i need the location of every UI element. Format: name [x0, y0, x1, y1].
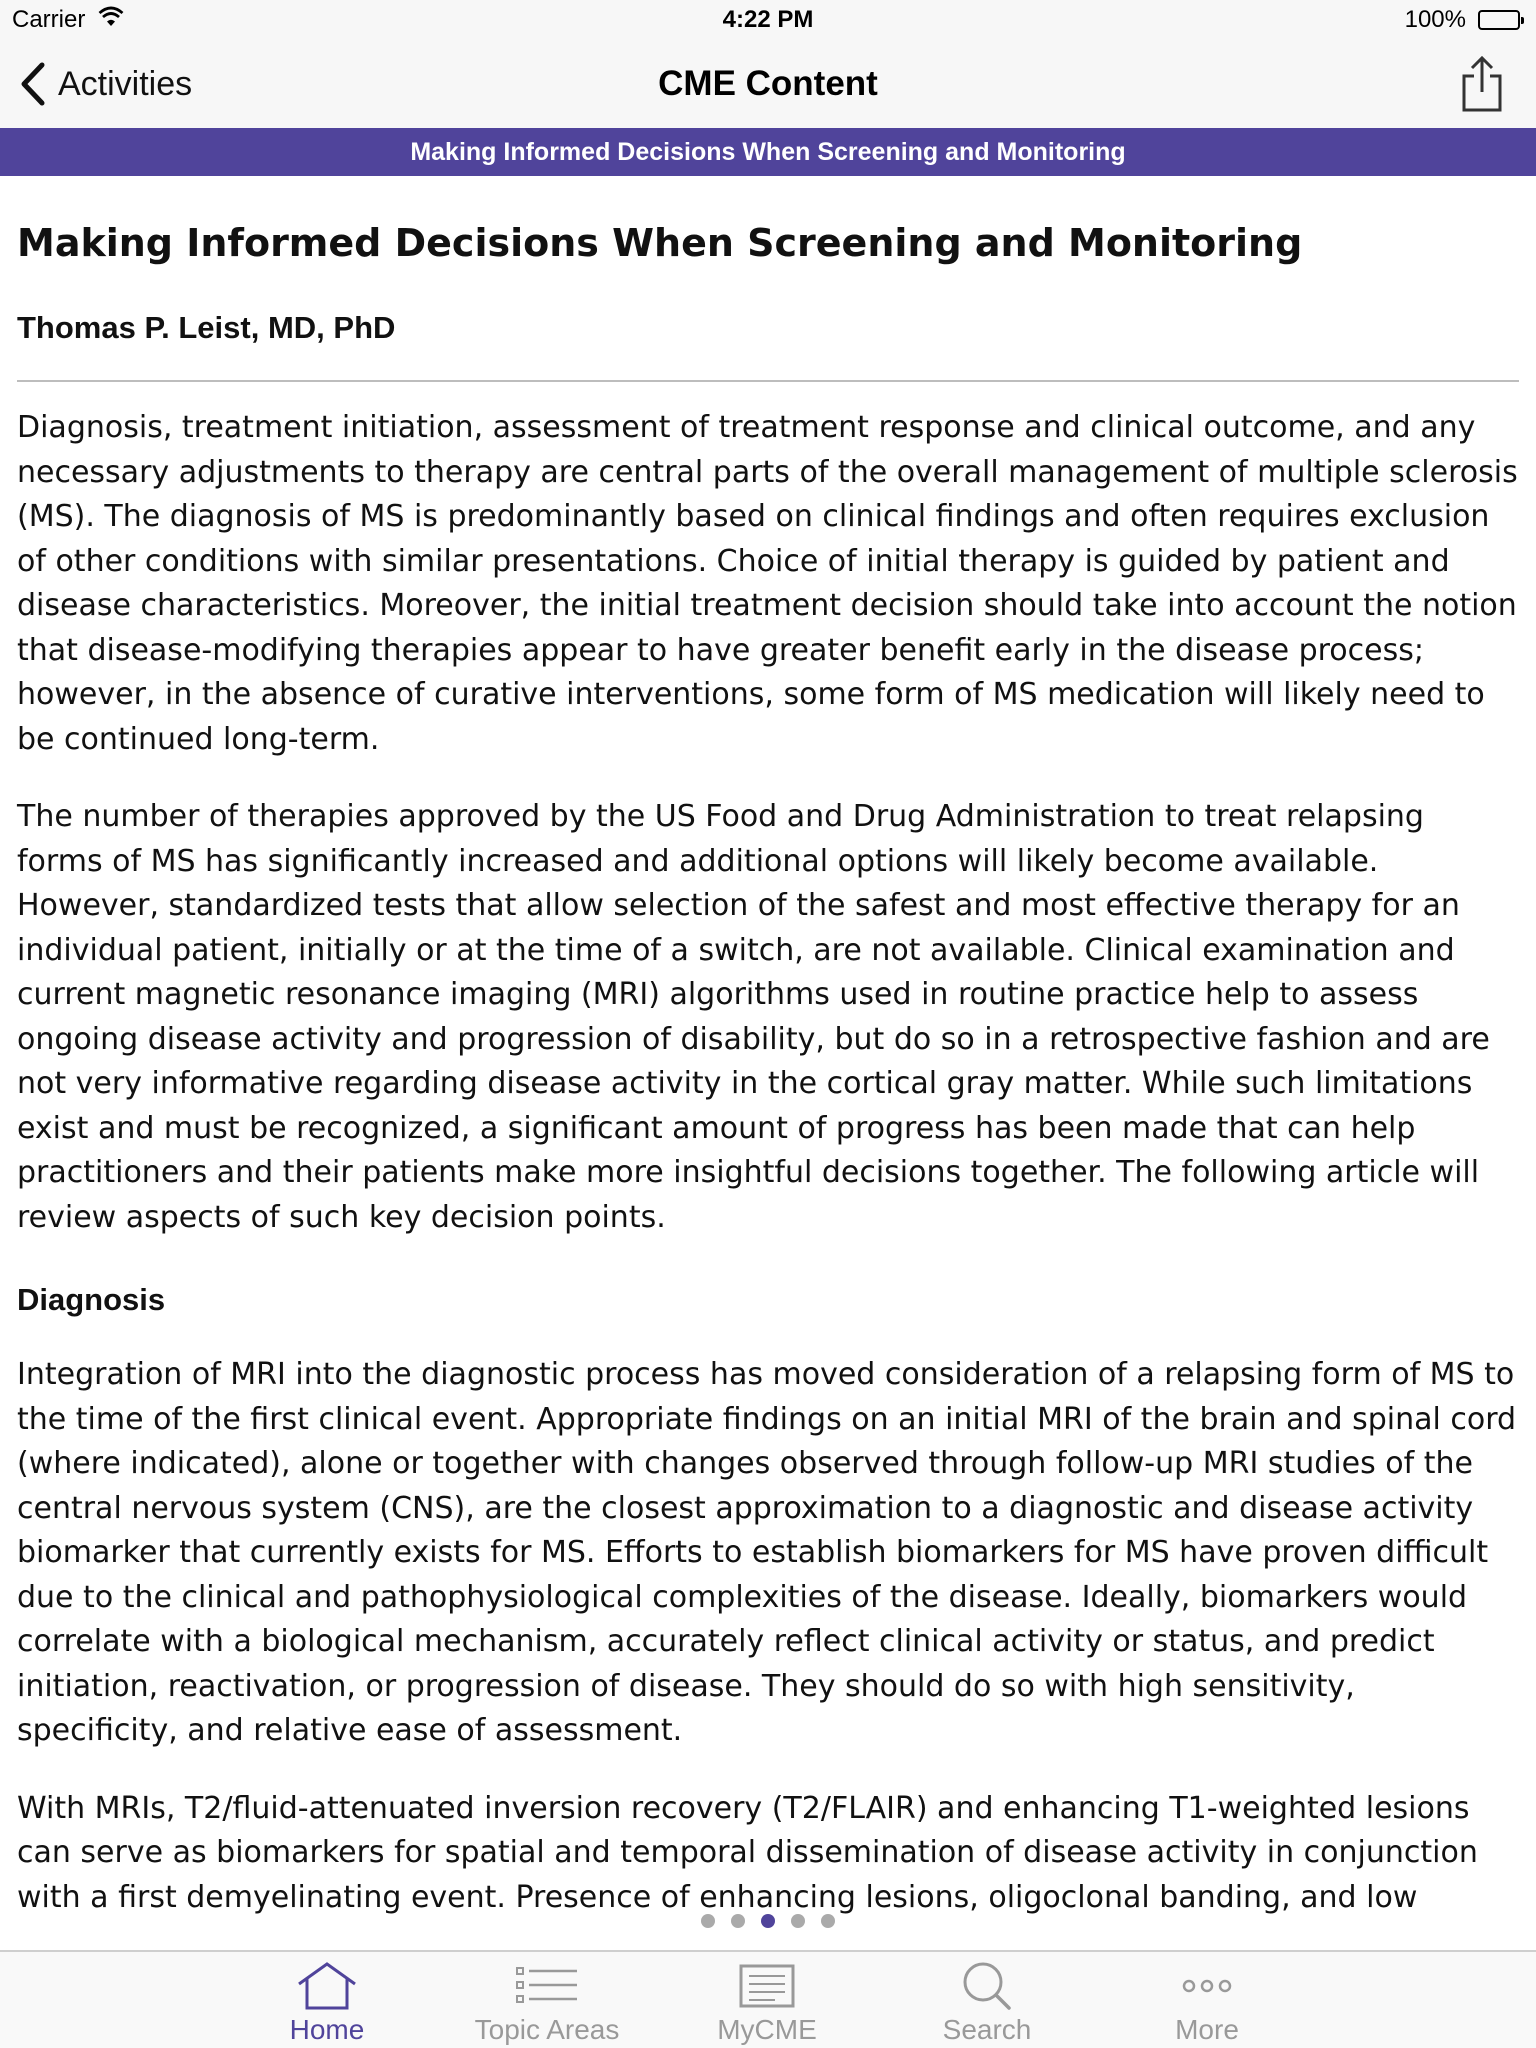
list-icon [515, 1960, 579, 2012]
battery-percentage: 100% [1404, 6, 1466, 33]
tab-label: Home [289, 2014, 365, 2045]
course-banner: Making Informed Decisions When Screening and Monitoring [0, 128, 1536, 176]
more-icon [1175, 1960, 1239, 2012]
tab-mycme[interactable] [677, 1960, 857, 2048]
article-content[interactable] [17, 176, 1519, 1915]
tab-more[interactable] [1117, 1960, 1297, 2048]
tab-label: More [1175, 2014, 1239, 2045]
clock: 4:22 PM [722, 6, 814, 33]
page-dot[interactable] [821, 1914, 835, 1928]
divider [17, 380, 1519, 382]
section-heading: Diagnosis [17, 1282, 166, 1317]
document-icon [735, 1960, 799, 2012]
carrier-label: Carrier [12, 6, 86, 33]
battery-icon [1478, 10, 1520, 30]
tab-label: Topic Areas [474, 2014, 620, 2045]
back-button-label: Activities [58, 64, 193, 103]
tab-home[interactable] [237, 1960, 417, 2048]
page-dot[interactable] [731, 1914, 745, 1928]
share-icon [1458, 52, 1506, 116]
article-paragraph: The number of therapies approved by the US Food and Drug Administration to treat relapsing forms of MS has significantly increased and additional options will likely become available. However, standardized tests that allow selection of the safest and most effective therapy for an individual patient, initially or at the time of a switch, are not available. Clinical examination and current magnetic resonance imaging (MRI) algorithms used in routine practice help to assess ongoing disease activity and progression of disability, but do so in a retrospective fashion and are not very informative regarding disease activity in the cortical gray matter. While such limitations exist and must be recognized, a significant amount of progress has been made that can help practitioners and their patients make more insightful decisions together. The following article will review aspects of such key decision points. [17, 799, 1490, 1235]
page-indicator[interactable] [0, 1914, 1536, 1934]
tab-label: MyCME [717, 2014, 817, 2045]
page-dot[interactable] [791, 1914, 805, 1928]
article-paragraph: Diagnosis, treatment initiation, assessment of treatment response and clinical outcome, and any necessary adjustments to therapy are central parts of the overall management of multiple sclerosis (MS). The diagnosis of MS is predominantly based on clinical findings and often requires exclusion of other conditions with similar presentations. Choice of initial therapy is guided by patient and disease characteristics. Moreover, the initial treatment decision should take into account the notion that disease-modifying therapies appear to have greater benefit early in the disease process; however, in the absence of curative interventions, some form of MS medication will likely need to be continued long-term. [17, 410, 1518, 757]
article-title: Making Informed Decisions When Screening and Monitoring [17, 221, 1303, 265]
page-title: CME Content [658, 64, 878, 103]
article-paragraph: Integration of MRI into the diagnostic process has moved consideration of a relapsing form of MS to the time of the first clinical event. Appropriate findings on an initial MRI of the brain and spinal cord (where indicated), alone or together with changes observed through follow-up MRI studies of the central nervous system (CNS), are the closest approximation to a diagnostic and disease activity biomarker that currently exists for MS. Efforts to establish biomarkers for MS have proven difficult due to the clinical and pathophysiological complexities of the disease. Ideally, biomarkers would correlate with a biological mechanism, accurately reflect clinical activity or status, and predict initiation, reactivation, or progression of disease. They should do so with high sensitivity, specificity, and relative ease of assessment. [17, 1357, 1517, 1748]
page-dot[interactable] [701, 1914, 715, 1928]
home-icon [295, 1960, 359, 2012]
tab-search[interactable] [897, 1960, 1077, 2048]
article-author: Thomas P. Leist, MD, PhD [17, 310, 396, 345]
search-icon [955, 1960, 1019, 2012]
tab-label: Search [942, 2014, 1032, 2045]
tab-bar [0, 1950, 1536, 2048]
page-dot-active[interactable] [761, 1914, 775, 1928]
share-button[interactable] [1458, 52, 1506, 116]
article-paragraph: With MRIs, T2/fluid-attenuated inversion recovery (T2/FLAIR) and enhancing T1-weighted lesions can serve as biomarkers for spatial and temporal dissemination of disease activity in conjunction with a first demyelinating event. Presence of enhancing lesions, oligoclonal banding, and low [17, 1790, 1478, 1915]
tab-topic-areas[interactable] [457, 1960, 637, 2048]
navigation-bar [0, 40, 1536, 128]
status-bar [0, 0, 1536, 40]
